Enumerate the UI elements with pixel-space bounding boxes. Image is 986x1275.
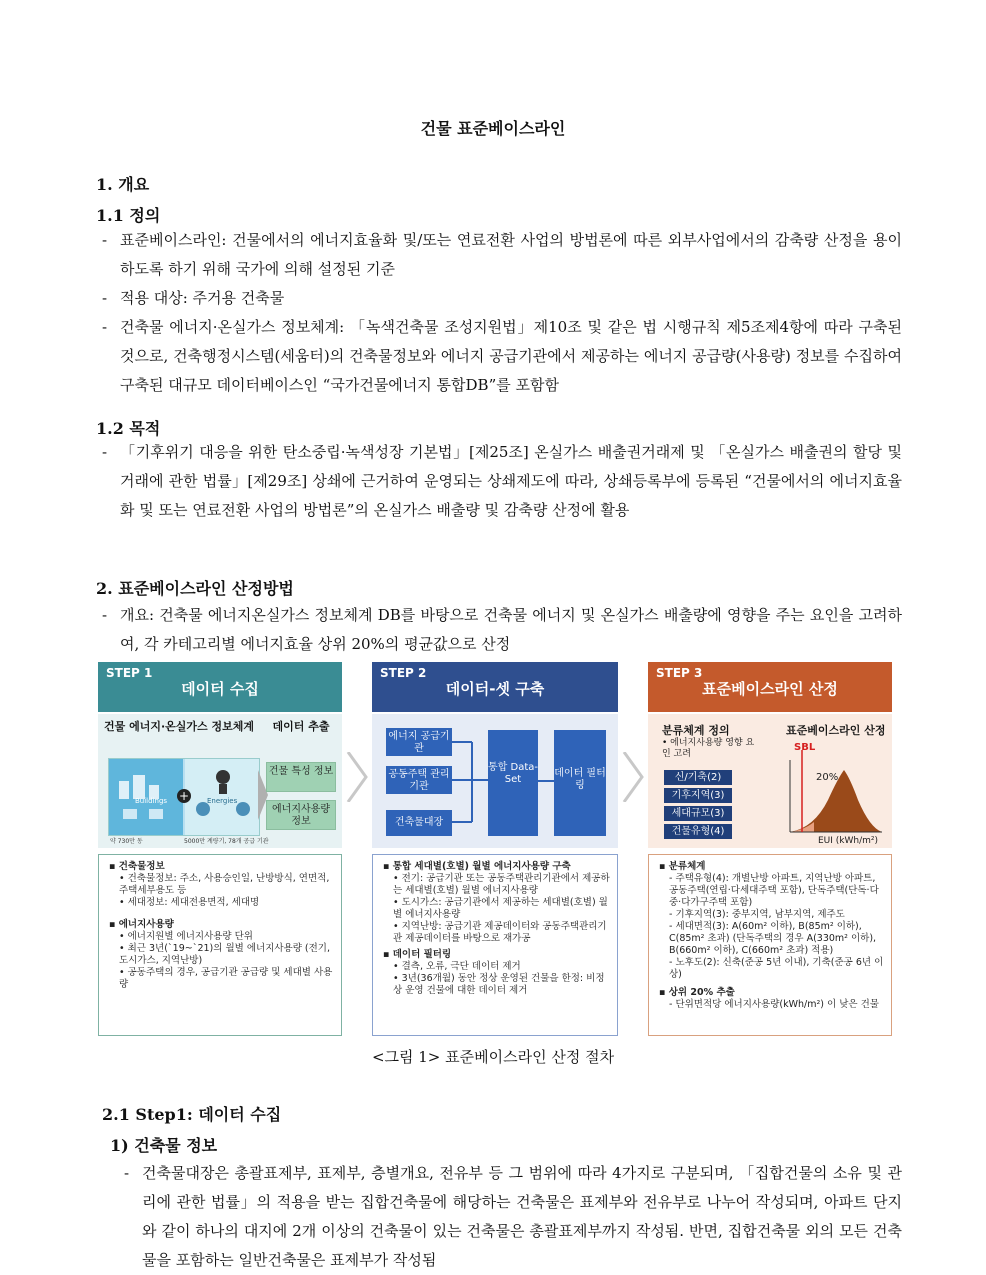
step3-title: 표준베이스라인 산정 [702, 680, 838, 698]
dash: - [124, 1164, 130, 1182]
step1-panel [98, 714, 342, 848]
purpose-item [102, 438, 902, 525]
step1-title: 데이터 수집 [181, 680, 259, 698]
category-box: 신/기축(2) [664, 770, 732, 785]
eui-axis-label: EUI (kWh/m²) [818, 836, 879, 846]
building-ledger-item [124, 1159, 902, 1275]
step3-header [648, 662, 892, 712]
step1-desc-item: • 에너지원별 에너지사용량 단위 [119, 931, 253, 942]
building-ledger-box: 건축물대장 [386, 810, 452, 836]
step1-desc-item: • 세대정보: 세대전용면적, 세대명 [119, 897, 260, 908]
step3-desc-heading: ▪ 분류체계 [659, 861, 706, 872]
dash: - [102, 606, 108, 624]
purpose-text: 「기후위기 대응을 위한 탄소중립·녹색성장 기본법」[제25조] 온실가스 배출권거래제 및 「온실가스 배출권의 할당 및 거래에 관한 법률」[제29조] 상쇄에 근거하여 운영되는 상쇄제도에 따라, 상쇄등록부에 등록된 “건물에서의 에너지효율화 및 또는 연료전환 사업의 방법론”의 온실가스 배출량 및 감축량 산정에 활용 [120, 443, 902, 519]
step2-panel [372, 714, 618, 848]
energies-label: Energies [207, 797, 238, 805]
section-1-heading: 1. 개요 [96, 175, 150, 194]
sbl-heading: 표준베이스라인 산정 [786, 724, 886, 737]
building-info-box: 건물 특성 정보 [266, 762, 336, 792]
step3-desc-item: - 주택유형(4): 개별난방 아파트, 지역난방 아파트, 공동주택(연립·다세대주택 포함), 단독주택(단독·다중·다가구주택 포함) [669, 873, 879, 908]
energies-panel [185, 759, 259, 835]
step1-description [98, 854, 342, 1036]
definition-item [102, 226, 902, 284]
step3-desc-heading: ▪ 상위 20% 추출 [659, 987, 735, 998]
step1-extract-label: 데이터 추출 [272, 720, 330, 733]
section-1-1-heading: 1.1 정의 [96, 206, 161, 225]
buildings-panel [109, 759, 183, 835]
data-filtering-box: 데이터 필터링 [554, 730, 606, 836]
step3-desc-item: - 기후지역(3): 중부지역, 남부지역, 제주도 [669, 909, 845, 920]
dash: - [102, 318, 108, 336]
classification-bullet: • 에너지사용량 영향 요인 고려 [662, 738, 755, 759]
baseline-procedure-figure [98, 662, 892, 1038]
info-system-text: 건축물 에너지·온실가스 정보체계: 「녹색건축물 조성지원법」제10조 및 같은 법 시행규칙 제5조제4항에 따라 구축된 것으로, 건축행정시스템(세움터)의 건축물정보와 에너지 공급기관에서 제공하는 에너지 공급량(사용량) 정보를 수집하여 구축된 대규모 데이터베이스인 “국가건물에너지 통합DB”를 포함함 [120, 318, 902, 394]
section-1-2-heading: 1.2 목적 [96, 419, 161, 438]
step-arrow-icon [622, 752, 644, 802]
step2-label: STEP 2 [380, 666, 427, 680]
document-title: 건물 표준베이스라인 [420, 119, 566, 138]
step3-column [648, 662, 892, 1038]
step1-header [98, 662, 342, 712]
step2-title: 데이터-셋 구축 [445, 680, 545, 698]
step2-description [372, 854, 618, 1036]
section-2-1-1-heading: 1) 건축물 정보 [110, 1136, 218, 1155]
sbl-label: SBL [794, 742, 816, 753]
energies-count-caption: 5000만 계량기, 78개 공급 기관 [184, 838, 269, 845]
figure-caption: <그림 1> 표준베이스라인 산정 절차 [371, 1048, 615, 1066]
step1-desc-item: • 건축물정보: 주소, 사용승인일, 난방방식, 연면적, 주택세부용도 등 [119, 873, 330, 896]
section-2-heading: 2. 표준베이스라인 산정방법 [96, 579, 294, 598]
step1-desc-heading: ▪ 건축물정보 [109, 861, 165, 872]
step1-panel-title: 건물 에너지·온실가스 정보체계 [104, 720, 254, 733]
category-box: 건물유형(4) [664, 824, 732, 839]
step3-desc-item: - 세대면적(3): A(60m² 이하), B(85m² 이하), C(85m² 초과) (단독주택의 경우 A(330m² 이하), B(660m² 이하), C(660m² 초과) 적용) [669, 921, 877, 956]
step-arrow-icon [346, 752, 368, 802]
overview-text: 개요: 건축물 에너지온실가스 정보체계 DB를 바탕으로 건축물 에너지 및 온실가스 배출량에 영향을 주는 요인을 고려하여, 각 카테고리별 에너지효율 상위 20%의 평균값으로 산정 [120, 606, 902, 653]
percent-label: 20% [816, 772, 839, 783]
classification-heading: 분류체계 정의 [662, 724, 730, 737]
step2-desc-item: • 3년(36개월) 동안 정상 운영된 건물을 한정: 비정상 운영 건물에 대한 데이터 제거 [393, 973, 605, 996]
distribution-chart [784, 740, 884, 836]
overview-item [102, 601, 902, 659]
target-text: 적용 대상: 주거용 건축물 [120, 289, 285, 307]
step3-desc-item: - 단위면적당 에너지사용량(kWh/m²) 이 낮은 건물 [669, 999, 879, 1010]
step2-desc-item: • 결측, 오류, 극단 데이터 제거 [393, 961, 521, 972]
step2-desc-heading: ▪ 통합 세대별(호별) 월별 에너지사용량 구축 [383, 861, 571, 872]
buildings-energies-illustration [108, 758, 260, 836]
dash: - [102, 443, 108, 461]
energy-usage-box: 에너지사용량 정보 [266, 800, 336, 830]
plus-icon: + [178, 789, 190, 803]
connector-arrow [538, 774, 554, 788]
step1-desc-heading: ▪ 에너지사용량 [109, 919, 174, 930]
step3-label: STEP 3 [656, 666, 703, 680]
target-item [102, 284, 902, 313]
section-2-1-heading: 2.1 Step1: 데이터 수집 [102, 1105, 282, 1124]
buildings-count-caption: 약 730만 동 [110, 838, 143, 845]
step2-desc-item: • 전기: 공급기관 또는 공동주택관리기관에서 제공하는 세대별(호별) 월별 에너지사용량 [393, 873, 610, 896]
step2-desc-item: • 지역난방: 공급기관 제공데이터와 공동주택관리기관 제공데이터를 바탕으로 재가공 [393, 921, 607, 944]
connector-lines [452, 734, 488, 830]
step2-desc-heading: ▪ 데이터 필터링 [383, 949, 452, 960]
step1-column [98, 662, 342, 1038]
supplier-box: 에너지 공급기관 [386, 728, 452, 756]
step1-label: STEP 1 [106, 666, 153, 680]
step3-desc-item: - 노후도(2): 신축(준공 5년 이내), 기축(준공 6년 이상) [669, 957, 884, 980]
dash: - [102, 231, 108, 249]
step1-desc-item: • 공동주택의 경우, 공급기관 공급량 및 세대별 사용량 [119, 967, 333, 990]
step2-header [372, 662, 618, 712]
buildings-label: Buildings [135, 797, 168, 805]
step2-column [372, 662, 618, 1038]
info-system-item [102, 313, 902, 400]
building-ledger-text: 건축물대장은 총괄표제부, 표제부, 층별개요, 전유부 등 그 범위에 따라 4가지로 구분되며, 「집합건물의 소유 및 관리에 관한 법률」의 적용을 받는 집합건축물에 해당하는 건축물은 표제부와 전유부로 나누어 작성되며, 아파트 단지와 같이 하나의 대지에 2개 이상의 건축물이 있는 건축물은 총괄표제부까지 작성됨. 반면, 집합건축물 외의 모든 건축물을 포함하는 일반건축물은 표제부가 작성됨 [142, 1164, 902, 1269]
integrated-dataset-box: 통합 Data-Set [488, 730, 538, 836]
apartment-manager-box: 공동주택 관리기관 [386, 766, 452, 794]
step3-description [648, 854, 892, 1036]
step1-desc-item: • 최근 3년(`19~`21)의 월별 에너지사용량 (전기, 도시가스, 지역난방) [119, 943, 331, 966]
category-box: 세대규모(3) [664, 806, 732, 821]
step2-desc-item: • 도시가스: 공급기관에서 제공하는 세대별(호별) 월별 에너지사용량 [393, 897, 608, 920]
category-box: 기후지역(3) [664, 788, 732, 803]
step3-panel [648, 714, 892, 848]
dash: - [102, 289, 108, 307]
definition-text: 표준베이스라인: 건물에서의 에너지효율화 및/또는 연료전환 사업의 방법론에 따른 외부사업에서의 감축량 산정을 용이하도록 하기 위해 국가에 의해 설정된 기준 [120, 231, 902, 278]
